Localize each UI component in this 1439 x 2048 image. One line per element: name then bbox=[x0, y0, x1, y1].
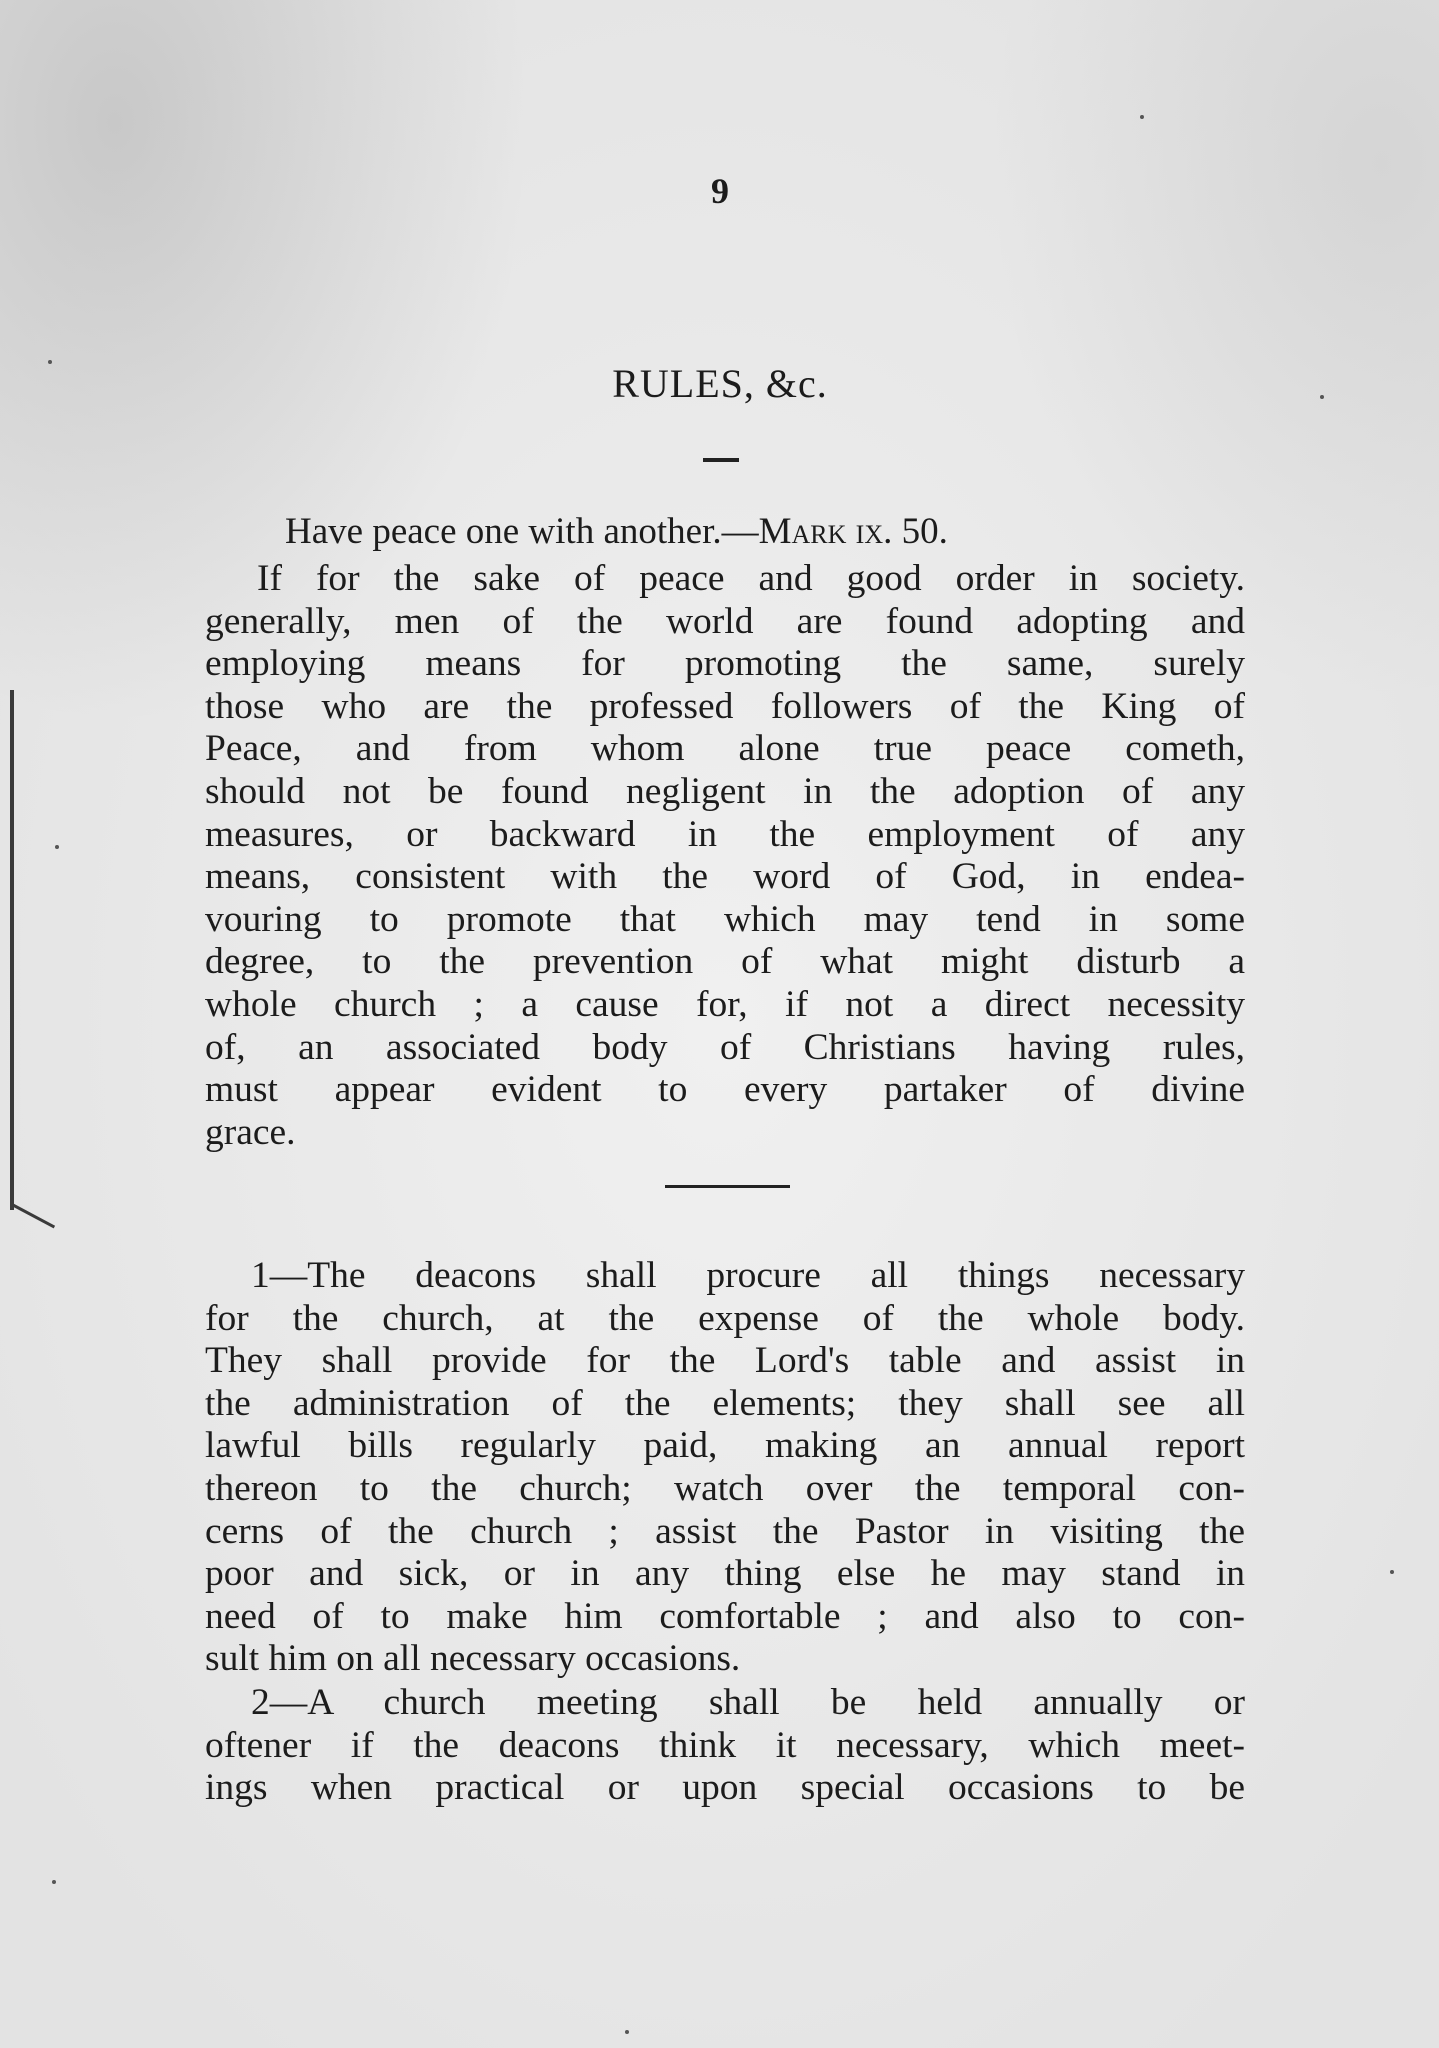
rule-2-line: oftener if the deacons think it necessary, which meet- bbox=[205, 1724, 1245, 1766]
intro-line: Peace, and from whom alone true peace cometh, bbox=[205, 728, 1245, 770]
intro-line: If for the sake of peace and good order in society. bbox=[257, 558, 1245, 599]
section-divider bbox=[665, 1185, 790, 1188]
rule-2-paragraph bbox=[205, 1682, 1245, 1810]
heading-text: RULES, &c. bbox=[612, 361, 828, 406]
intro-line: employing means for promoting the same, surely bbox=[205, 643, 1245, 685]
rule-1-line: for the church, at the expense of the whole body. bbox=[205, 1297, 1245, 1339]
rule-2-line: 2—A church meeting shall be held annually or bbox=[251, 1682, 1245, 1723]
intro-paragraph bbox=[205, 558, 1245, 1154]
scan-speck bbox=[48, 360, 52, 364]
scan-speck bbox=[52, 1880, 56, 1884]
rule-1-line: sult him on all necessary occasions. bbox=[205, 1638, 741, 1680]
intro-line: whole church ; a cause for, if not a direct necessity bbox=[205, 983, 1245, 1025]
page-number: 9 bbox=[711, 171, 729, 211]
rule-1-line: 1—The deacons shall procure all things necessary bbox=[251, 1255, 1245, 1296]
epigraph bbox=[285, 510, 1265, 553]
rule-1-line: poor and sick, or in any thing else he may stand in bbox=[205, 1553, 1245, 1595]
margin-bracket-mark bbox=[10, 690, 14, 1210]
scan-speck bbox=[1390, 1570, 1394, 1574]
scan-speck bbox=[625, 2030, 629, 2034]
rule-1-line: thereon to the church; watch over the temporal con- bbox=[205, 1467, 1245, 1509]
rule-2-line: ings when practical or upon special occasions to be bbox=[205, 1767, 1245, 1809]
epigraph-reference: Mark ix. 50. bbox=[758, 511, 948, 552]
scan-speck bbox=[1140, 115, 1144, 119]
intro-line: should not be found negligent in the adoption of any bbox=[205, 770, 1245, 812]
rule-1-line: need of to make him comfortable ; and also to con- bbox=[205, 1595, 1245, 1637]
heading-dash-divider bbox=[703, 458, 739, 462]
scan-speck bbox=[55, 845, 59, 849]
intro-line: those who are the professed followers of the King of bbox=[205, 685, 1245, 727]
intro-line: measures, or backward in the employment of any bbox=[205, 813, 1245, 855]
margin-bracket-tail-mark bbox=[11, 1203, 55, 1228]
intro-line: means, consistent with the word of God, in endea- bbox=[205, 856, 1245, 898]
intro-line: degree, to the prevention of what might disturb a bbox=[205, 941, 1245, 983]
rule-1-line: the administration of the elements; they shall see all bbox=[205, 1382, 1245, 1424]
intro-line: must appear evident to every partaker of divine bbox=[205, 1069, 1245, 1111]
rule-1-paragraph bbox=[205, 1255, 1245, 1681]
scan-speck bbox=[1320, 395, 1324, 399]
intro-line: generally, men of the world are found adopting and bbox=[205, 600, 1245, 642]
intro-line: vouring to promote that which may tend in some bbox=[205, 898, 1245, 940]
epigraph-text: Have peace one with another.— bbox=[285, 511, 759, 552]
page-heading bbox=[420, 360, 1020, 407]
rule-1-line: They shall provide for the Lord's table and assist in bbox=[205, 1340, 1245, 1382]
rule-1-line: cerns of the church ; assist the Pastor in visiting the bbox=[205, 1510, 1245, 1552]
rule-1-line: lawful bills regularly paid, making an annual report bbox=[205, 1425, 1245, 1467]
intro-line: grace. bbox=[205, 1111, 296, 1153]
intro-line: of, an associated body of Christians having rules, bbox=[205, 1026, 1245, 1068]
